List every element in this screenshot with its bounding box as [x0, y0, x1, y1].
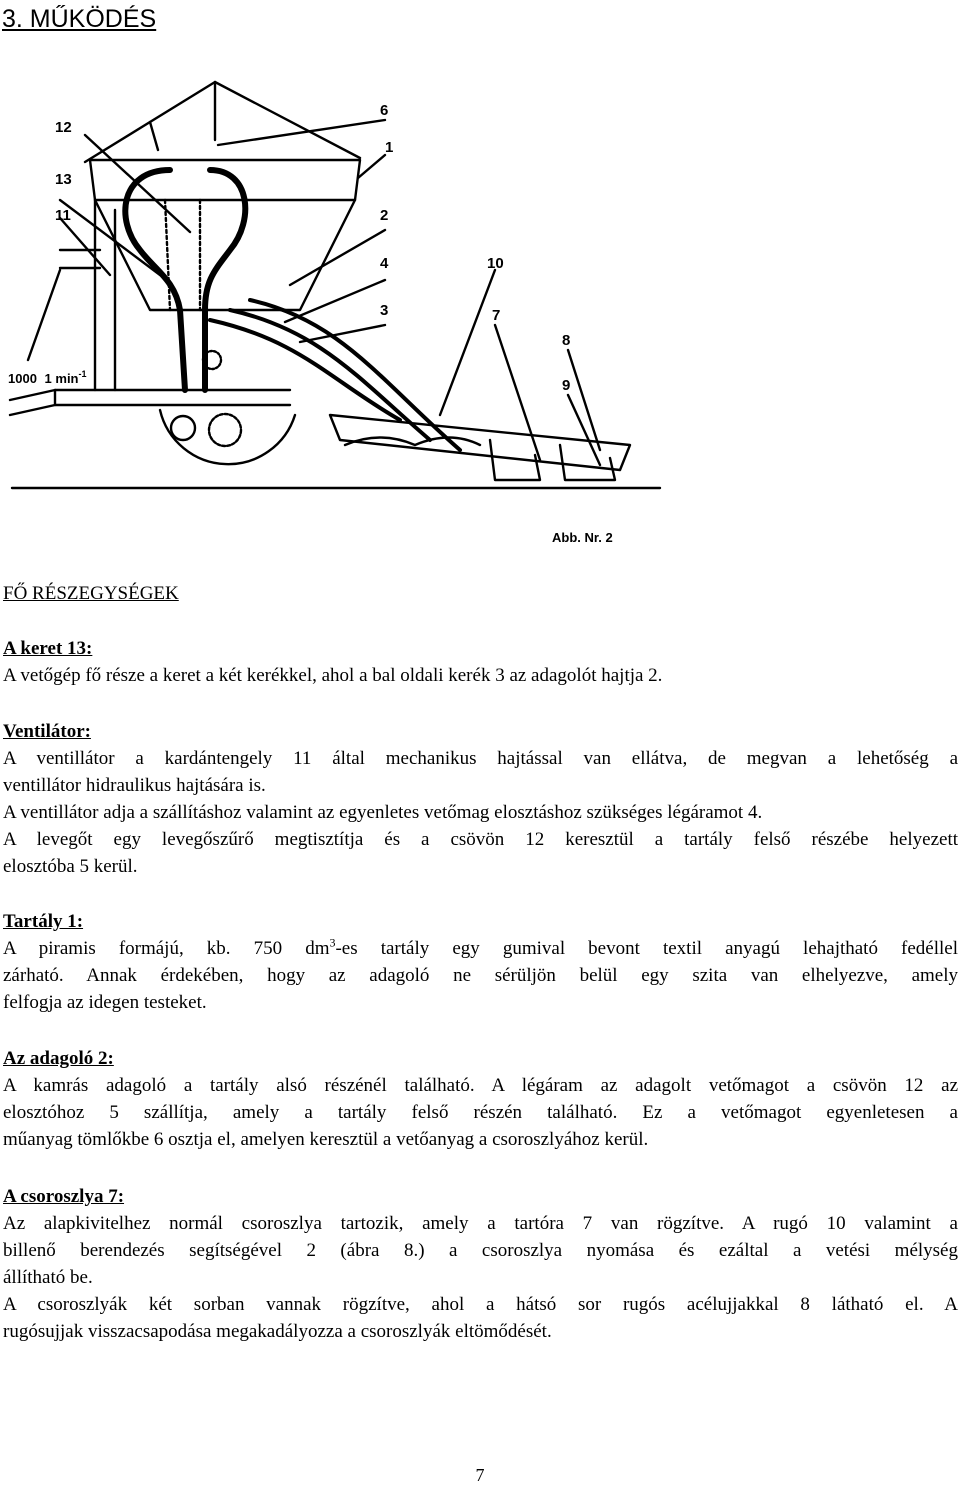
- callout-4: 4: [380, 255, 389, 272]
- page-number: 7: [475, 1465, 485, 1485]
- page-heading: 3. MŰKÖDÉS: [2, 5, 157, 33]
- coulter-arm: [330, 415, 630, 470]
- callout-3: 3: [380, 302, 389, 319]
- coulter-line-4: A csoroszlyák két sorban vannak rögzítve, ahol a hátsó sor rugós acélujjakkal 8 látható el. A: [3, 1294, 958, 1315]
- seed-drill-drawing: [0, 60, 680, 560]
- callout-10: 10: [487, 255, 504, 272]
- main-parts-title: FŐ RÉSZEGYSÉGEK: [3, 583, 179, 604]
- frame-text: A vetőgép fő része a keret a két kerékkel, ahol a bal oldali kerék 3 az adagolót hajtja 2.: [3, 665, 663, 686]
- fan-line-5: elosztóba 5 kerül.: [3, 856, 138, 877]
- fan-line-2: ventillátor hidraulikus hajtására is.: [3, 775, 266, 796]
- coulter-line-5: rugósujjak visszacsapodása megakadályozza a csoroszlyák eltömődését.: [3, 1321, 552, 1342]
- rpm-label: 1000 1 $\min^{-1}$: [8, 369, 87, 386]
- callout-8: 8: [562, 332, 571, 349]
- figure-caption: Abb. Nr. 2: [552, 530, 613, 545]
- coulter-line-1: Az alapkivitelhez normál csoroszlya tartozik, amely a tartóra 7 van rögzítve. A rugó 10 valamint a: [3, 1213, 958, 1234]
- callout-7: 7: [492, 307, 501, 324]
- tank-title: Tartály 1:: [3, 911, 84, 932]
- coulter-title: A csoroszlya 7:: [3, 1186, 125, 1207]
- tank-section: [3, 908, 958, 1016]
- metering-line-2: elosztóhoz 5 szállítja, amely a tartály felső részén található. Ez a vetőmagot egyenletesen a: [3, 1102, 958, 1123]
- coulter-line-2: billenő berendezés segítségével 2 (ábra 8.) a csoroszlya nyomása és ezáltal a vetési mélység: [3, 1240, 958, 1261]
- fan-line-4: A levegőt egy levegőszűrő megtisztítja és a csövön 12 keresztül a tartály felső részébe helyezett: [3, 829, 958, 850]
- fan-title: Ventilátor:: [3, 721, 91, 742]
- tank-line-2: zárható. Annak érdekében, hogy az adagoló ne sérüljön belül egy szita van elhelyezve, amely: [3, 965, 958, 986]
- callout-9: 9: [562, 377, 571, 394]
- wheel-hub: [171, 416, 195, 440]
- wheel: [160, 410, 295, 464]
- callout-6: 6: [380, 102, 389, 119]
- callout-13: 13: [55, 171, 72, 188]
- main-parts-section: [3, 580, 958, 607]
- callout-2: 2: [380, 207, 389, 224]
- callout-1: 1: [385, 139, 394, 156]
- callout-12: 12: [55, 119, 72, 136]
- drive-gear: [209, 414, 241, 446]
- tank-line-1: A piramis formájú, kb. 750 $dm^3-es$ tartály egy gumival bevont textil anyagú lehajtható fedéllel: [3, 935, 958, 959]
- fan-line-1: A ventillátor a kardántengely 11 által mechanikus hajtással van ellátva, de megvan a lehetőség a: [3, 748, 958, 769]
- seed-drill-diagram: [0, 60, 680, 560]
- coulter-rear: [560, 445, 615, 480]
- tank-line-3: felfogja az idegen testeket.: [3, 992, 207, 1013]
- fan-line-3: A ventillátor adja a szállításhoz valamint az egyenletes vetőmag elosztáshoz szükséges légáramot 4.: [3, 802, 763, 823]
- hopper-lid: [85, 82, 360, 162]
- metering-section: [3, 1045, 958, 1153]
- frame-title: A keret 13:: [3, 638, 93, 659]
- metering-line-3: műanyag tömlőkbe 6 osztja el, amelyen keresztül a vetőanyag a csoroszlyához kerül.: [3, 1129, 649, 1150]
- metering-line-1: A kamrás adagoló a tartály alsó részénél található. A légáram az adagolt vetőmagot a csövön 12 az: [3, 1075, 958, 1096]
- coulter-section: [3, 1183, 958, 1345]
- metering-title: Az adagoló 2:: [3, 1048, 114, 1069]
- callout-11: 11: [55, 207, 71, 224]
- frame-section: [3, 635, 958, 689]
- coulter-line-3: állítható be.: [3, 1267, 93, 1288]
- fan-section: [3, 718, 958, 880]
